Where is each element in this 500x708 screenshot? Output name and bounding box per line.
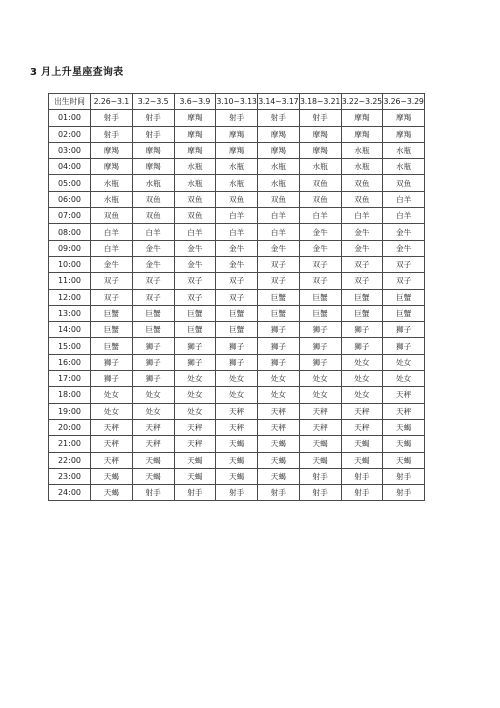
rising-sign-cell: 双鱼	[91, 208, 133, 224]
rising-sign-cell: 射手	[299, 468, 341, 484]
table-row	[49, 208, 425, 224]
rising-sign-cell: 水瓶	[174, 175, 216, 191]
rising-sign-cell: 金牛	[132, 256, 174, 272]
rising-sign-cell: 处女	[341, 387, 383, 403]
rising-sign-cell: 白羊	[216, 224, 258, 240]
rising-sign-cell: 狮子	[132, 354, 174, 370]
rising-sign-cell: 狮子	[299, 338, 341, 354]
rising-sign-cell: 白羊	[91, 240, 133, 256]
rising-sign-cell: 巨蟹	[299, 289, 341, 305]
birth-time-cell: 11:00	[49, 273, 91, 289]
rising-sign-cell: 双子	[174, 289, 216, 305]
rising-sign-cell: 巨蟹	[132, 322, 174, 338]
column-header-date-range: 3.2~3.5	[132, 94, 174, 110]
rising-sign-cell: 双子	[132, 289, 174, 305]
rising-sign-cell: 天蝎	[258, 468, 300, 484]
rising-sign-cell: 天秤	[341, 419, 383, 435]
rising-sign-cell: 狮子	[258, 338, 300, 354]
table-row	[49, 322, 425, 338]
rising-sign-cell: 狮子	[216, 338, 258, 354]
rising-sign-cell: 处女	[91, 387, 133, 403]
rising-sign-cell: 摩羯	[91, 159, 133, 175]
rising-sign-cell: 射手	[383, 485, 425, 501]
rising-sign-cell: 天秤	[216, 403, 258, 419]
rising-sign-cell: 处女	[132, 387, 174, 403]
rising-sign-cell: 天蝎	[258, 452, 300, 468]
rising-sign-cell: 天秤	[299, 419, 341, 435]
rising-sign-cell: 双鱼	[383, 175, 425, 191]
table-row	[49, 419, 425, 435]
rising-sign-cell: 金牛	[174, 256, 216, 272]
rising-sign-cell: 水瓶	[91, 191, 133, 207]
rising-sign-cell: 天蝎	[91, 468, 133, 484]
rising-sign-cell: 摩羯	[299, 142, 341, 158]
rising-sign-table	[48, 93, 425, 501]
rising-sign-cell: 巨蟹	[91, 322, 133, 338]
rising-sign-cell: 巨蟹	[216, 322, 258, 338]
rising-sign-cell: 巨蟹	[174, 305, 216, 321]
rising-sign-cell: 狮子	[216, 354, 258, 370]
rising-sign-cell: 狮子	[299, 322, 341, 338]
table-row	[49, 142, 425, 158]
rising-sign-cell: 巨蟹	[91, 338, 133, 354]
rising-sign-cell: 狮子	[91, 354, 133, 370]
rising-sign-cell: 水瓶	[216, 159, 258, 175]
birth-time-cell: 16:00	[49, 354, 91, 370]
rising-sign-cell: 巨蟹	[383, 305, 425, 321]
rising-sign-cell: 处女	[174, 403, 216, 419]
birth-time-cell: 12:00	[49, 289, 91, 305]
rising-sign-cell: 天蝎	[383, 452, 425, 468]
column-header-date-range: 3.26~3.29	[383, 94, 425, 110]
rising-sign-cell: 摩羯	[383, 126, 425, 142]
rising-sign-cell: 巨蟹	[91, 305, 133, 321]
rising-sign-cell: 双子	[216, 289, 258, 305]
rising-sign-cell: 双鱼	[132, 208, 174, 224]
rising-sign-cell: 金牛	[174, 240, 216, 256]
rising-sign-cell: 双鱼	[174, 191, 216, 207]
rising-sign-cell: 天蝎	[91, 485, 133, 501]
rising-sign-cell: 白羊	[174, 224, 216, 240]
birth-time-cell: 07:00	[49, 208, 91, 224]
rising-sign-cell: 处女	[341, 371, 383, 387]
rising-sign-cell: 水瓶	[299, 159, 341, 175]
rising-sign-cell: 射手	[132, 485, 174, 501]
rising-sign-cell: 水瓶	[341, 142, 383, 158]
birth-time-cell: 08:00	[49, 224, 91, 240]
rising-sign-cell: 天秤	[91, 452, 133, 468]
rising-sign-cell: 射手	[216, 110, 258, 126]
rising-sign-cell: 水瓶	[258, 175, 300, 191]
rising-sign-cell: 双鱼	[299, 175, 341, 191]
rising-sign-cell: 射手	[132, 110, 174, 126]
rising-sign-cell: 天蝎	[383, 436, 425, 452]
rising-sign-cell: 处女	[174, 387, 216, 403]
rising-sign-cell: 水瓶	[91, 175, 133, 191]
table-row	[49, 387, 425, 403]
table-row	[49, 224, 425, 240]
rising-sign-cell: 巨蟹	[383, 289, 425, 305]
rising-sign-cell: 天秤	[132, 436, 174, 452]
rising-sign-cell: 巨蟹	[132, 305, 174, 321]
rising-sign-cell: 双子	[91, 273, 133, 289]
rising-sign-cell: 水瓶	[383, 159, 425, 175]
table-row	[49, 338, 425, 354]
rising-sign-cell: 摩羯	[132, 159, 174, 175]
rising-sign-cell: 天秤	[299, 403, 341, 419]
birth-time-cell: 14:00	[49, 322, 91, 338]
birth-time-cell: 18:00	[49, 387, 91, 403]
page-title: 3 月上升星座查询表	[30, 67, 124, 78]
rising-sign-cell: 处女	[216, 387, 258, 403]
table-row	[49, 485, 425, 501]
column-header-date-range: 3.18~3.21	[299, 94, 341, 110]
rising-sign-cell: 狮子	[174, 338, 216, 354]
rising-sign-cell: 射手	[132, 126, 174, 142]
table-row	[49, 354, 425, 370]
rising-sign-cell: 双鱼	[341, 175, 383, 191]
rising-sign-cell: 天秤	[132, 419, 174, 435]
rising-sign-cell: 巨蟹	[174, 322, 216, 338]
rising-sign-cell: 摩羯	[174, 126, 216, 142]
birth-time-cell: 03:00	[49, 142, 91, 158]
rising-sign-cell: 摩羯	[299, 126, 341, 142]
rising-sign-cell: 射手	[383, 468, 425, 484]
rising-sign-cell: 水瓶	[258, 159, 300, 175]
rising-sign-cell: 金牛	[299, 224, 341, 240]
rising-sign-cell: 摩羯	[341, 110, 383, 126]
rising-sign-cell: 水瓶	[216, 175, 258, 191]
table-row	[49, 175, 425, 191]
rising-sign-cell: 白羊	[258, 224, 300, 240]
rising-sign-cell: 处女	[91, 403, 133, 419]
rising-sign-cell: 狮子	[341, 338, 383, 354]
rising-sign-cell: 白羊	[299, 208, 341, 224]
birth-time-cell: 23:00	[49, 468, 91, 484]
rising-sign-cell: 双鱼	[341, 191, 383, 207]
rising-sign-cell: 天秤	[216, 419, 258, 435]
column-header-date-range: 3.14~3.17	[258, 94, 300, 110]
rising-sign-cell: 摩羯	[216, 126, 258, 142]
rising-sign-cell: 金牛	[299, 240, 341, 256]
birth-time-cell: 09:00	[49, 240, 91, 256]
table-row	[49, 256, 425, 272]
rising-sign-cell: 天秤	[91, 419, 133, 435]
rising-sign-cell: 双子	[341, 273, 383, 289]
rising-sign-cell: 处女	[383, 371, 425, 387]
rising-sign-cell: 射手	[258, 485, 300, 501]
rising-sign-cell: 摩羯	[91, 142, 133, 158]
rising-sign-cell: 狮子	[299, 354, 341, 370]
rising-sign-cell: 金牛	[258, 240, 300, 256]
rising-sign-cell: 金牛	[216, 256, 258, 272]
rising-sign-cell: 白羊	[91, 224, 133, 240]
rising-sign-cell: 处女	[216, 371, 258, 387]
rising-sign-cell: 天秤	[383, 403, 425, 419]
rising-sign-cell: 处女	[299, 371, 341, 387]
rising-sign-cell: 天蝎	[132, 452, 174, 468]
birth-time-cell: 17:00	[49, 371, 91, 387]
rising-sign-cell: 处女	[341, 354, 383, 370]
rising-sign-cell: 双子	[258, 273, 300, 289]
table-row	[49, 289, 425, 305]
rising-sign-cell: 处女	[299, 387, 341, 403]
column-header-birth-time: 出生时间	[49, 94, 91, 110]
birth-time-cell: 02:00	[49, 126, 91, 142]
rising-sign-cell: 摩羯	[383, 110, 425, 126]
rising-sign-cell: 射手	[258, 110, 300, 126]
column-header-date-range: 3.22~3.25	[341, 94, 383, 110]
rising-sign-cell: 天蝎	[216, 436, 258, 452]
birth-time-cell: 22:00	[49, 452, 91, 468]
rising-sign-cell: 双子	[174, 273, 216, 289]
rising-sign-cell: 射手	[174, 485, 216, 501]
rising-sign-cell: 摩羯	[341, 126, 383, 142]
rising-sign-cell: 双鱼	[216, 191, 258, 207]
birth-time-cell: 01:00	[49, 110, 91, 126]
rising-sign-cell: 狮子	[174, 354, 216, 370]
table-row	[49, 273, 425, 289]
rising-sign-cell: 射手	[299, 110, 341, 126]
birth-time-cell: 13:00	[49, 305, 91, 321]
rising-sign-cell: 狮子	[258, 322, 300, 338]
rising-sign-cell: 双鱼	[174, 208, 216, 224]
rising-sign-cell: 巨蟹	[341, 289, 383, 305]
rising-sign-cell: 天秤	[174, 419, 216, 435]
rising-sign-cell: 天蝎	[299, 436, 341, 452]
rising-sign-cell: 射手	[91, 126, 133, 142]
rising-sign-cell: 天秤	[258, 403, 300, 419]
rising-sign-cell: 天蝎	[174, 452, 216, 468]
rising-sign-cell: 天蝎	[341, 436, 383, 452]
rising-sign-cell: 白羊	[383, 208, 425, 224]
rising-sign-cell: 射手	[91, 110, 133, 126]
rising-sign-cell: 射手	[216, 485, 258, 501]
rising-sign-cell: 狮子	[258, 354, 300, 370]
rising-sign-cell: 摩羯	[258, 142, 300, 158]
table-row	[49, 436, 425, 452]
rising-sign-cell: 双子	[341, 256, 383, 272]
birth-time-cell: 21:00	[49, 436, 91, 452]
rising-sign-cell: 白羊	[216, 208, 258, 224]
table-header-row	[49, 94, 425, 110]
rising-sign-cell: 摩羯	[132, 142, 174, 158]
rising-sign-cell: 天秤	[258, 419, 300, 435]
rising-sign-cell: 双子	[258, 256, 300, 272]
rising-sign-cell: 狮子	[132, 371, 174, 387]
rising-sign-cell: 双子	[299, 273, 341, 289]
table-row	[49, 403, 425, 419]
rising-sign-cell: 天蝎	[383, 419, 425, 435]
rising-sign-cell: 巨蟹	[299, 305, 341, 321]
table-row	[49, 371, 425, 387]
rising-sign-cell: 摩羯	[258, 126, 300, 142]
rising-sign-cell: 金牛	[383, 224, 425, 240]
rising-sign-cell: 巨蟹	[258, 305, 300, 321]
table-row	[49, 240, 425, 256]
table-row	[49, 159, 425, 175]
rising-sign-cell: 天秤	[174, 436, 216, 452]
rising-sign-cell: 白羊	[258, 208, 300, 224]
rising-sign-cell: 双子	[216, 273, 258, 289]
rising-sign-cell: 天蝎	[132, 468, 174, 484]
column-header-date-range: 3.10~3.13	[216, 94, 258, 110]
rising-sign-cell: 狮子	[91, 371, 133, 387]
birth-time-cell: 04:00	[49, 159, 91, 175]
rising-sign-cell: 双子	[299, 256, 341, 272]
rising-sign-cell: 处女	[174, 371, 216, 387]
table-row	[49, 110, 425, 126]
rising-sign-cell: 天秤	[341, 403, 383, 419]
rising-sign-cell: 天秤	[383, 387, 425, 403]
rising-sign-cell: 双鱼	[299, 191, 341, 207]
rising-sign-cell: 白羊	[132, 224, 174, 240]
rising-sign-cell: 狮子	[341, 322, 383, 338]
rising-sign-cell: 射手	[299, 485, 341, 501]
rising-sign-cell: 双鱼	[258, 191, 300, 207]
rising-sign-cell: 狮子	[132, 338, 174, 354]
rising-sign-cell: 处女	[258, 371, 300, 387]
rising-sign-cell: 双子	[383, 256, 425, 272]
birth-time-cell: 19:00	[49, 403, 91, 419]
table-row	[49, 126, 425, 142]
birth-time-cell: 24:00	[49, 485, 91, 501]
birth-time-cell: 10:00	[49, 256, 91, 272]
table-row	[49, 191, 425, 207]
birth-time-cell: 20:00	[49, 419, 91, 435]
rising-sign-cell: 双子	[91, 289, 133, 305]
rising-sign-cell: 水瓶	[132, 175, 174, 191]
rising-sign-cell: 双子	[132, 273, 174, 289]
table-row	[49, 305, 425, 321]
rising-sign-cell: 摩羯	[216, 142, 258, 158]
rising-sign-cell: 天蝎	[216, 468, 258, 484]
rising-sign-cell: 水瓶	[383, 142, 425, 158]
rising-sign-cell: 天蝎	[258, 436, 300, 452]
rising-sign-cell: 水瓶	[341, 159, 383, 175]
rising-sign-cell: 双鱼	[132, 191, 174, 207]
birth-time-cell: 05:00	[49, 175, 91, 191]
column-header-date-range: 2.26~3.1	[91, 94, 133, 110]
rising-sign-cell: 金牛	[383, 240, 425, 256]
rising-sign-cell: 摩羯	[174, 110, 216, 126]
rising-sign-cell: 天蝎	[299, 452, 341, 468]
rising-sign-cell: 金牛	[132, 240, 174, 256]
rising-sign-cell: 金牛	[91, 256, 133, 272]
rising-sign-cell: 金牛	[216, 240, 258, 256]
rising-sign-cell: 白羊	[383, 191, 425, 207]
rising-sign-cell: 射手	[341, 485, 383, 501]
table-row	[49, 452, 425, 468]
rising-sign-cell: 双子	[383, 273, 425, 289]
rising-sign-cell: 巨蟹	[258, 289, 300, 305]
column-header-date-range: 3.6~3.9	[174, 94, 216, 110]
rising-sign-cell: 水瓶	[174, 159, 216, 175]
rising-sign-cell: 白羊	[341, 208, 383, 224]
rising-sign-cell: 射手	[341, 468, 383, 484]
rising-sign-cell: 天蝎	[341, 452, 383, 468]
rising-sign-cell: 摩羯	[174, 142, 216, 158]
rising-sign-cell: 处女	[258, 387, 300, 403]
rising-sign-cell: 狮子	[383, 322, 425, 338]
rising-sign-cell: 天蝎	[216, 452, 258, 468]
rising-sign-cell: 天蝎	[174, 468, 216, 484]
birth-time-cell: 15:00	[49, 338, 91, 354]
rising-sign-cell: 金牛	[341, 224, 383, 240]
birth-time-cell: 06:00	[49, 191, 91, 207]
rising-sign-cell: 狮子	[383, 338, 425, 354]
rising-sign-cell: 天秤	[91, 436, 133, 452]
rising-sign-cell: 处女	[132, 403, 174, 419]
rising-sign-cell: 处女	[383, 354, 425, 370]
rising-sign-cell: 巨蟹	[341, 305, 383, 321]
rising-sign-cell: 金牛	[341, 240, 383, 256]
table-row	[49, 468, 425, 484]
rising-sign-cell: 巨蟹	[216, 305, 258, 321]
